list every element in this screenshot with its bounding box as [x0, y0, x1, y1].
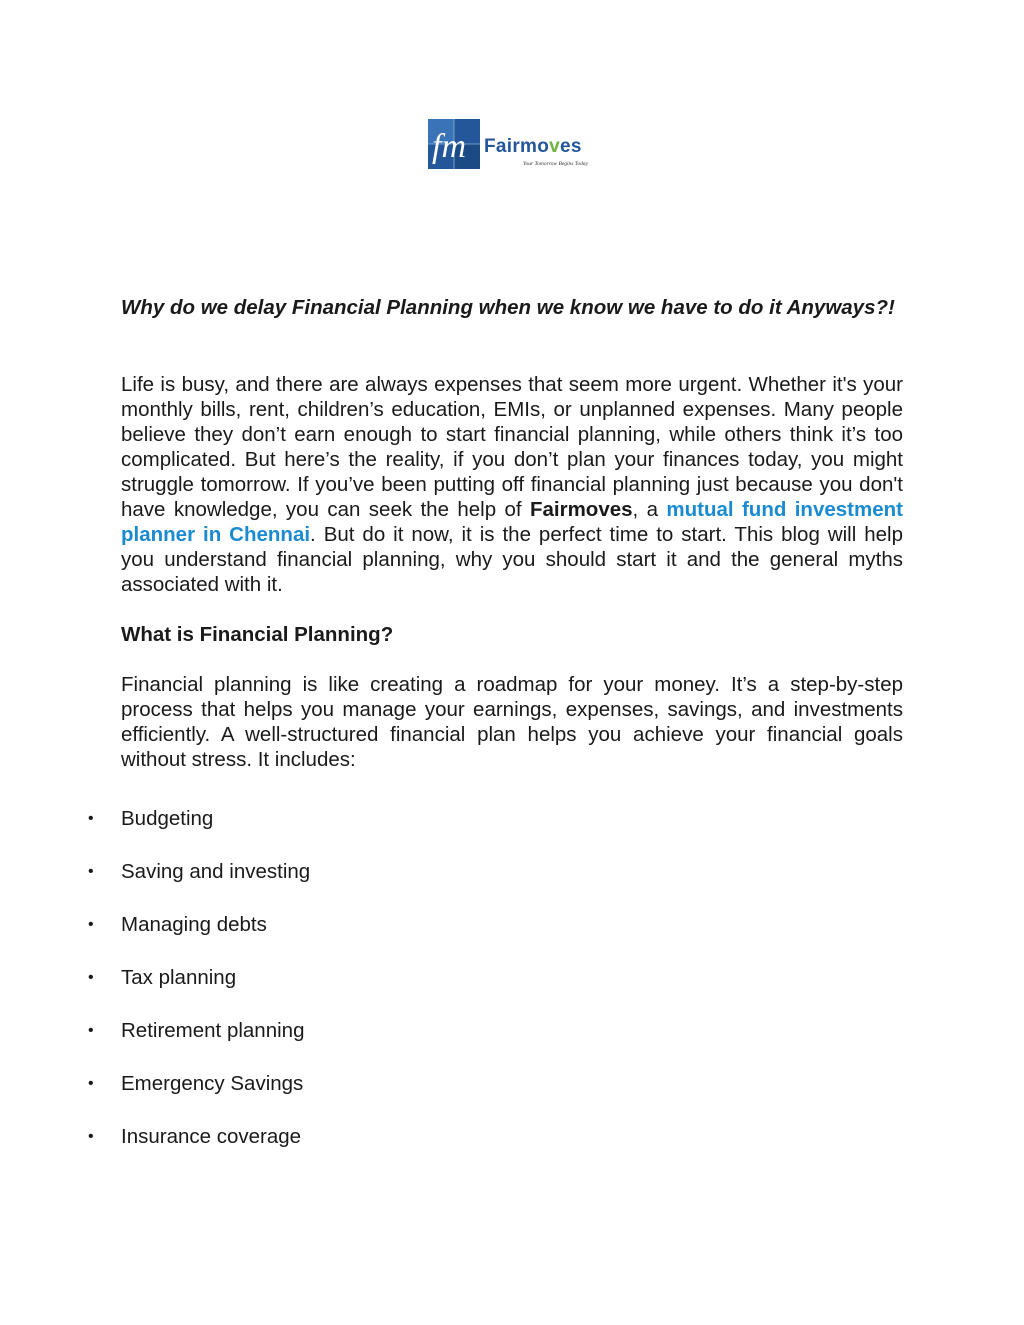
definition-paragraph: Financial planning is like creating a roadmap for your money. It’s a step-by-step process that helps you manage your earnings, expenses, savings, and investments efficiently. A well-structured financial plan helps you achieve your financial goals without stress. It includes: [121, 673, 903, 771]
list-item-label: Tax planning [121, 966, 237, 989]
intro-closing: . But do it now, it is the perfect time to start. This blog will help you understand financial planning, why you should start it and the general myths associated with it. [121, 523, 903, 596]
intro-text: Life is busy, and there are always expenses that seem more urgent. Whether it's your monthly bills, rent, children’s education, EMIs, or unplanned expenses. Many people believe they don’t earn enough to start financial planning, while others think it’s too complicated. But here’s the reality, if you don’t plan your finances today, you might struggle tomorrow. If you’ve been putting off financial planning just because you don't have knowledge, you can seek the help of [121, 373, 903, 521]
brand-name: Fairmoves [529, 498, 633, 521]
list-item-label: Budgeting [121, 807, 214, 830]
article-title: Why do we delay Financial Planning when we know we have to do it Anyways?! [121, 296, 895, 319]
list-item-label: Managing debts [121, 913, 267, 936]
logo-monogram: fm [432, 128, 466, 165]
logo-brand-suffix: es [560, 136, 582, 157]
bullet-icon: • [88, 969, 94, 986]
logo-wordmark [484, 136, 582, 158]
bullet-icon: • [88, 1075, 94, 1092]
list-item-label: Saving and investing [121, 860, 311, 883]
planner-link[interactable]: mutual fund investment planner in Chennai [121, 498, 903, 546]
bullet-icon: • [88, 863, 94, 880]
list-item-label: Insurance coverage [121, 1125, 302, 1148]
bullet-icon: • [88, 1022, 94, 1039]
intro-paragraph [121, 372, 903, 597]
logo-tagline: Your Tomorrow Begins Today [523, 161, 589, 167]
list-item-label: Retirement planning [121, 1019, 305, 1042]
bullet-icon: • [88, 810, 94, 827]
bullet-icon: • [88, 916, 94, 933]
logo-brand-prefix: Fairmo [484, 136, 550, 157]
list-item-label: Emergency Savings [121, 1072, 304, 1095]
fairmoves-logo [428, 119, 598, 173]
bullet-icon: • [88, 1128, 94, 1145]
intro-between: , a [632, 498, 667, 521]
fm-monogram-icon [428, 119, 480, 169]
logo-brand-v: v [549, 136, 561, 157]
section-heading: What is Financial Planning? [121, 623, 394, 646]
